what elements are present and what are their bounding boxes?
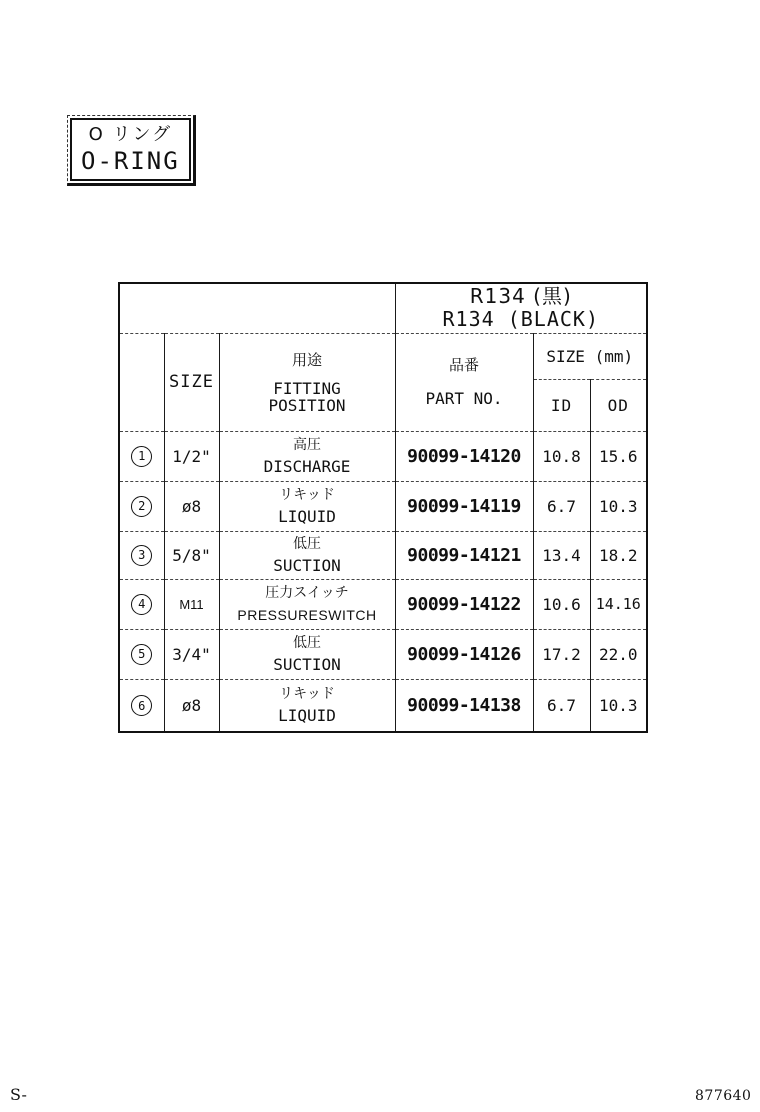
refrigerant-header-cell bbox=[395, 283, 647, 333]
id-cell: 10.8 bbox=[533, 431, 590, 481]
fitting-cell bbox=[219, 679, 395, 732]
od-cell: 14.16 bbox=[590, 579, 647, 629]
part-no-cell: 90099-14138 bbox=[395, 679, 533, 732]
part-no-header-jp: 品番 bbox=[448, 356, 479, 374]
refrigerant-label-en: R134 (BLACK) bbox=[442, 307, 600, 332]
part-no-header-en: PART NO. bbox=[425, 389, 503, 408]
row-num-cell bbox=[119, 579, 164, 629]
size-cell: M11 bbox=[164, 579, 219, 629]
title-box-inner bbox=[70, 118, 191, 181]
size-cell: 3/4" bbox=[164, 629, 219, 679]
fitting-column-header bbox=[219, 333, 395, 431]
id-cell: 6.7 bbox=[533, 679, 590, 732]
page-section-mark: S- bbox=[10, 1085, 27, 1104]
id-column-header: ID bbox=[533, 379, 590, 431]
table-row bbox=[119, 629, 647, 679]
od-cell: 10.3 bbox=[590, 679, 647, 732]
page-title-en: O-RING bbox=[81, 147, 180, 175]
table-row bbox=[119, 679, 647, 732]
od-cell: 22.0 bbox=[590, 629, 647, 679]
size-cell: ø8 bbox=[164, 481, 219, 531]
fitting-jp: 低圧 bbox=[293, 635, 321, 651]
table-row bbox=[119, 481, 647, 531]
od-column-header: OD bbox=[590, 379, 647, 431]
circled-number: 6 bbox=[131, 695, 152, 716]
fitting-jp: 圧力スイッチ bbox=[265, 585, 349, 601]
header-empty-cell bbox=[119, 283, 395, 333]
size-cell: 5/8" bbox=[164, 531, 219, 579]
row-num-cell bbox=[119, 481, 164, 531]
row-num-cell bbox=[119, 431, 164, 481]
circled-number: 2 bbox=[131, 496, 152, 517]
id-cell: 17.2 bbox=[533, 629, 590, 679]
num-header-cell bbox=[119, 333, 164, 431]
od-cell: 18.2 bbox=[590, 531, 647, 579]
fitting-en: DISCHARGE bbox=[263, 457, 351, 476]
row-num-cell bbox=[119, 531, 164, 579]
circled-number: 4 bbox=[131, 594, 152, 615]
circled-number: 1 bbox=[131, 446, 152, 467]
parts-table bbox=[118, 282, 648, 733]
part-no-cell: 90099-14126 bbox=[395, 629, 533, 679]
refrigerant-header-row bbox=[119, 283, 647, 333]
fitting-en: SUCTION bbox=[273, 655, 341, 674]
part-no-column-header bbox=[395, 333, 533, 431]
row-num-cell bbox=[119, 629, 164, 679]
fitting-header-en: FITTING POSITION bbox=[268, 378, 346, 415]
od-cell: 10.3 bbox=[590, 481, 647, 531]
size-cell: ø8 bbox=[164, 679, 219, 732]
circled-number: 3 bbox=[131, 545, 152, 566]
table-row bbox=[119, 579, 647, 629]
figure-number: 877640 bbox=[695, 1088, 752, 1104]
title-box bbox=[67, 115, 196, 186]
fitting-cell bbox=[219, 481, 395, 531]
fitting-jp: リキッド bbox=[279, 487, 335, 503]
column-header-row-top bbox=[119, 333, 647, 379]
fitting-cell bbox=[219, 431, 395, 481]
fitting-jp: 高圧 bbox=[293, 437, 321, 453]
circled-number: 5 bbox=[131, 644, 152, 665]
fitting-en: SUCTION bbox=[273, 556, 341, 575]
table-row bbox=[119, 431, 647, 481]
part-no-cell: 90099-14121 bbox=[395, 531, 533, 579]
part-no-cell: 90099-14119 bbox=[395, 481, 533, 531]
size-mm-header: SIZE (mm) bbox=[533, 333, 647, 379]
od-cell: 15.6 bbox=[590, 431, 647, 481]
fitting-jp: 低圧 bbox=[293, 536, 321, 552]
id-cell: 6.7 bbox=[533, 481, 590, 531]
fitting-en: LIQUID bbox=[278, 706, 336, 726]
id-cell: 10.6 bbox=[533, 579, 590, 629]
size-cell: 1/2" bbox=[164, 431, 219, 481]
fitting-jp: リキッド bbox=[279, 686, 335, 703]
fitting-header-jp: 用途 bbox=[291, 350, 322, 369]
id-cell: 13.4 bbox=[533, 531, 590, 579]
fitting-cell bbox=[219, 629, 395, 679]
row-num-cell bbox=[119, 679, 164, 732]
page-title-jp: O リング bbox=[88, 124, 173, 145]
part-no-cell: 90099-14120 bbox=[395, 431, 533, 481]
fitting-en: PRESSURESWITCH bbox=[237, 607, 377, 623]
fitting-en: LIQUID bbox=[278, 507, 336, 526]
fitting-cell bbox=[219, 531, 395, 579]
refrigerant-label-jp: R134 (黒) bbox=[469, 284, 572, 309]
table-row bbox=[119, 531, 647, 579]
fitting-cell bbox=[219, 579, 395, 629]
part-no-cell: 90099-14122 bbox=[395, 579, 533, 629]
size-column-header: SIZE bbox=[164, 333, 219, 431]
